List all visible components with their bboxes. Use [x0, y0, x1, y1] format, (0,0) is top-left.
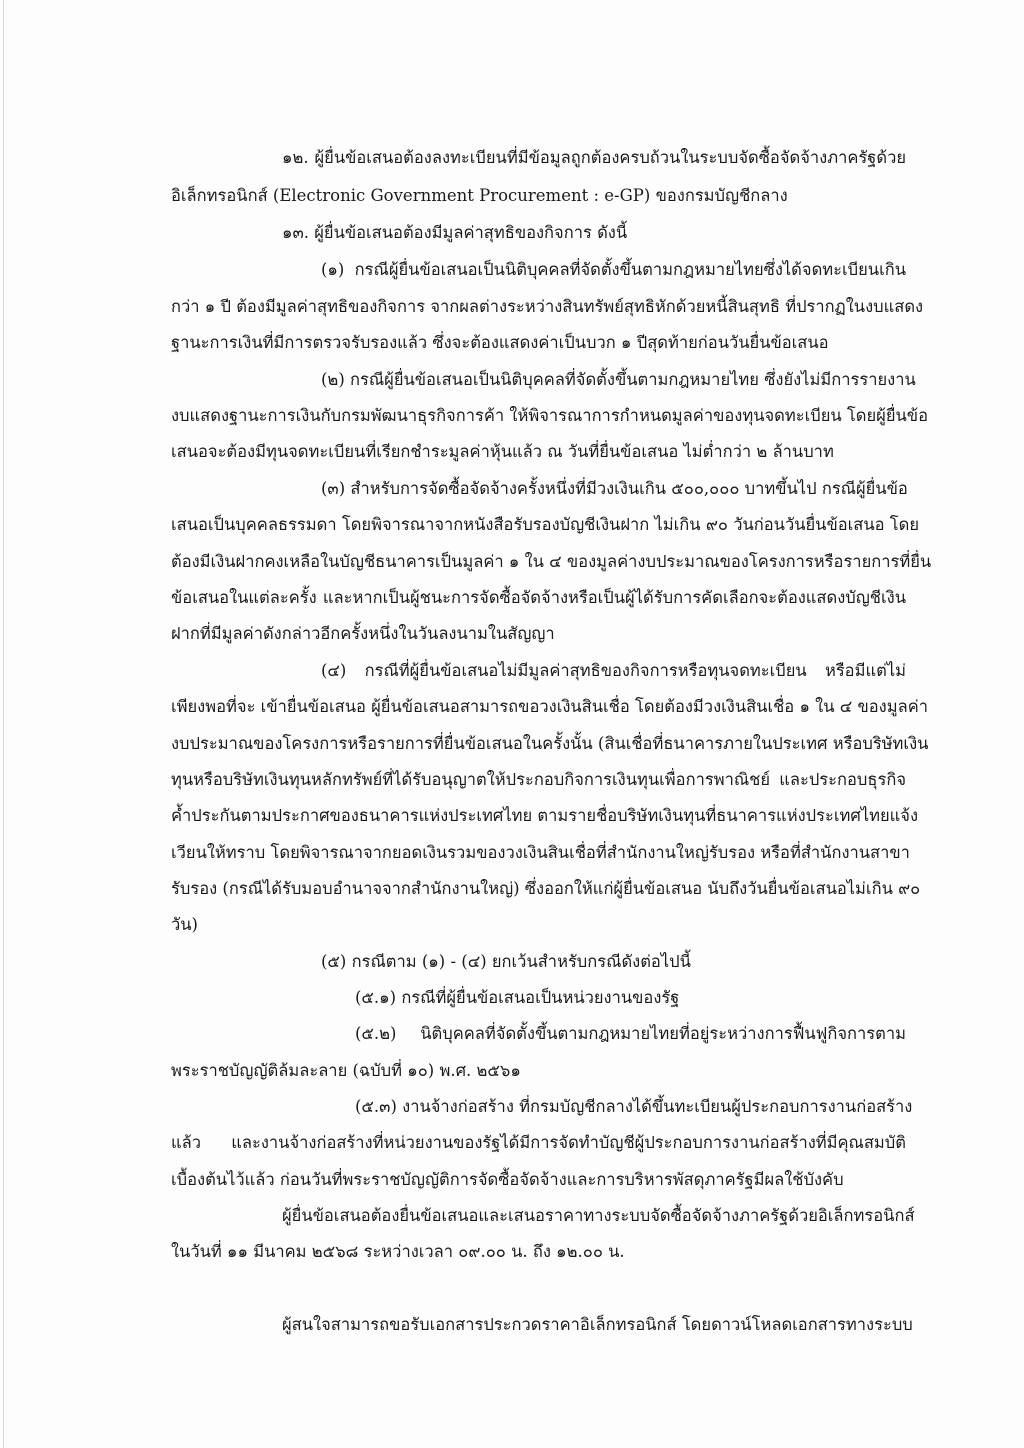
item-13-5-3-line-2: แล้ว และงานจ้างก่อสร้างที่หน่วยงานของรัฐได้มีการจัดทำบัญชีผู้ประกอบการงานก่อสร้างที่มีคุณสมบัติ [171, 1133, 906, 1152]
item-13-5-1: (๕.๑) กรณีที่ผู้ยื่นข้อเสนอเป็นหน่วยงานของรัฐ [355, 988, 680, 1007]
item-13-5-3-line-1: (๕.๓) งานจ้างก่อสร้าง ที่กรมบัญชีกลางได้ขึ้นทะเบียนผู้ประกอบการงานก่อสร้าง [355, 1097, 913, 1116]
item-13-3-line-2: เสนอเป็นบุคคลธรรมดา โดยพิจารณาจากหนังสือรับรองบัญชีเงินฝาก ไม่เกิน ๙๐ วันก่อนวันยื่นข้อเสนอ โดย [171, 515, 920, 534]
item-13-1-line-1: (๑) กรณีผู้ยื่นข้อเสนอเป็นนิติบุคคลที่จัดตั้งขึ้นตามกฎหมายไทยซึ่งได้จดทะเบียนเกิน [321, 260, 906, 279]
item-13-4-line-3: งบประมาณของโครงการหรือรายการที่ยื่นข้อเสนอในครั้งนั้น (สินเชื่อที่ธนาคารภายในประเทศ หรือบริษัทเงิน [171, 734, 929, 753]
item-13-4-line-5: ค้ำประกันตามประกาศของธนาคารแห่งประเทศไทย ตามรายชื่อบริษัทเงินทุนที่ธนาคารแห่งประเทศไทยแจ้ง [171, 806, 919, 825]
item-13-4-line-8: วัน) [171, 915, 198, 934]
submission-line-2: ในวันที่ ๑๑ มีนาคม ๒๕๖๘ ระหว่างเวลา ๐๙.๐๐ น. ถึง ๑๒.๐๐ น. [171, 1242, 625, 1261]
item-13-3-line-3: ต้องมีเงินฝากคงเหลือในบัญชีธนาคารเป็นมูลค่า ๑ ใน ๔ ของมูลค่างบประมาณของโครงการหรือรายการที่ยื่น [171, 552, 932, 571]
item-13-4-line-6: เวียนให้ทราบ โดยพิจารณาจากยอดเงินรวมของวงเงินสินเชื่อที่สำนักงานใหญ่รับรอง หรือที่สำนักงานสาขา [171, 843, 910, 862]
submission-line-1: ผู้ยื่นข้อเสนอต้องยื่นข้อเสนอและเสนอราคาทางระบบจัดซื้อจัดจ้างภาครัฐด้วยอิเล็กทรอนิกส์ [282, 1206, 915, 1225]
scan-edge-line [3, 0, 4, 1448]
item-13-heading: ๑๓. ผู้ยื่นข้อเสนอต้องมีมูลค่าสุทธิของกิจการ ดังนี้ [282, 223, 628, 242]
item-13-4-line-2: เพียงพอที่จะ เข้ายื่นข้อเสนอ ผู้ยื่นข้อเสนอสามารถขอวงเงินสินเชื่อ โดยต้องมีวงเงินสินเชื่อ ๑ ใน ๔ ของมูลค่า [171, 697, 929, 716]
item-13-2-line-3: เสนอจะต้องมีทุนจดทะเบียนที่เรียกชำระมูลค่าหุ้นแล้ว ณ วันที่ยื่นข้อเสนอ ไม่ต่ำกว่า ๒ ล้านบาท [171, 442, 834, 461]
download-notice-line: ผู้สนใจสามารถขอรับเอกสารประกวดราคาอิเล็กทรอนิกส์ โดยดาวน์โหลดเอกสารทางระบบ [282, 1315, 913, 1334]
item-13-5-3-line-3: เบื้องต้นไว้แล้ว ก่อนวันที่พระราชบัญญัติการจัดซื้อจัดจ้างและการบริหารพัสดุภาครัฐมีผลใช้บังคับ [171, 1170, 844, 1189]
item-13-3-line-5: ฝากที่มีมูลค่าดังกล่าวอีกครั้งหนึ่งในวันลงนามในสัญญา [171, 624, 555, 643]
item-13-4-line-1: (๔) กรณีที่ผู้ยื่นข้อเสนอไม่มีมูลค่าสุทธิของกิจการหรือทุนจดทะเบียน หรือมีแต่ไม่ [321, 661, 906, 680]
item-13-1-line-2: กว่า ๑ ปี ต้องมีมูลค่าสุทธิของกิจการ จากผลต่างระหว่างสินทรัพย์สุทธิหักด้วยหนี้สินสุทธิ ที่ปรากฏในงบแสดง [171, 297, 924, 316]
item-13-3-line-1: (๓) สำหรับการจัดซื้อจัดจ้างครั้งหนึ่งที่มีวงเงินเกิน ๕๐๐,๐๐๐ บาทขึ้นไป กรณีผู้ยื่นข้อ [321, 479, 908, 498]
item-13-4-line-4: ทุนหรือบริษัทเงินทุนหลักทรัพย์ที่ได้รับอนุญาตให้ประกอบกิจการเงินทุนเพื่อการพาณิชย์ และประกอบธุรกิจ [171, 770, 906, 789]
item-13-5-2-line-1: (๕.๒) นิติบุคคลที่จัดตั้งขึ้นตามกฎหมายไทยที่อยู่ระหว่างการฟื้นฟูกิจการตาม [355, 1024, 906, 1043]
item-13-5-heading: (๕) กรณีตาม (๑) - (๔) ยกเว้นสำหรับกรณีดังต่อไปนี้ [321, 952, 691, 971]
item-13-2-line-2: งบแสดงฐานะการเงินกับกรมพัฒนาธุรกิจการค้า ให้พิจารณาการกำหนดมูลค่าของทุนจดทะเบียน โดยผู้ยื่นข้อ [171, 406, 928, 425]
item-13-4-line-7: รับรอง (กรณีได้รับมอบอำนาจจากสำนักงานใหญ่) ซึ่งออกให้แก่ผู้ยื่นข้อเสนอ นับถึงวันยื่นข้อเสนอไม่เกิน ๙๐ [171, 879, 921, 898]
item-13-2-line-1: (๒) กรณีผู้ยื่นข้อเสนอเป็นนิติบุคคลที่จัดตั้งขึ้นตามกฎหมายไทย ซึ่งยังไม่มีการรายงาน [321, 370, 916, 389]
item-12-line-2: อิเล็กทรอนิกส์ (Electronic Government Procurement : e-GP) ของกรมบัญชีกลาง [171, 186, 788, 205]
item-13-1-line-3: ฐานะการเงินที่มีการตรวจรับรองแล้ว ซึ่งจะต้องแสดงค่าเป็นบวก ๑ ปีสุดท้ายก่อนวันยื่นข้อเสนอ [171, 333, 829, 352]
item-12-line-1: ๑๒. ผู้ยื่นข้อเสนอต้องลงทะเบียนที่มีข้อมูลถูกต้องครบถ้วนในระบบจัดซื้อจัดจ้างภาครัฐด้วย [282, 148, 906, 167]
item-13-5-2-line-2: พระราชบัญญัติล้มละลาย (ฉบับที่ ๑๐) พ.ศ. ๒๕๖๑ [171, 1061, 521, 1080]
item-13-3-line-4: ข้อเสนอในแต่ละครั้ง และหากเป็นผู้ชนะการจัดซื้อจัดจ้างหรือเป็นผู้ได้รับการคัดเลือกจะต้องแสดงบัญชีเงิน [171, 588, 906, 607]
